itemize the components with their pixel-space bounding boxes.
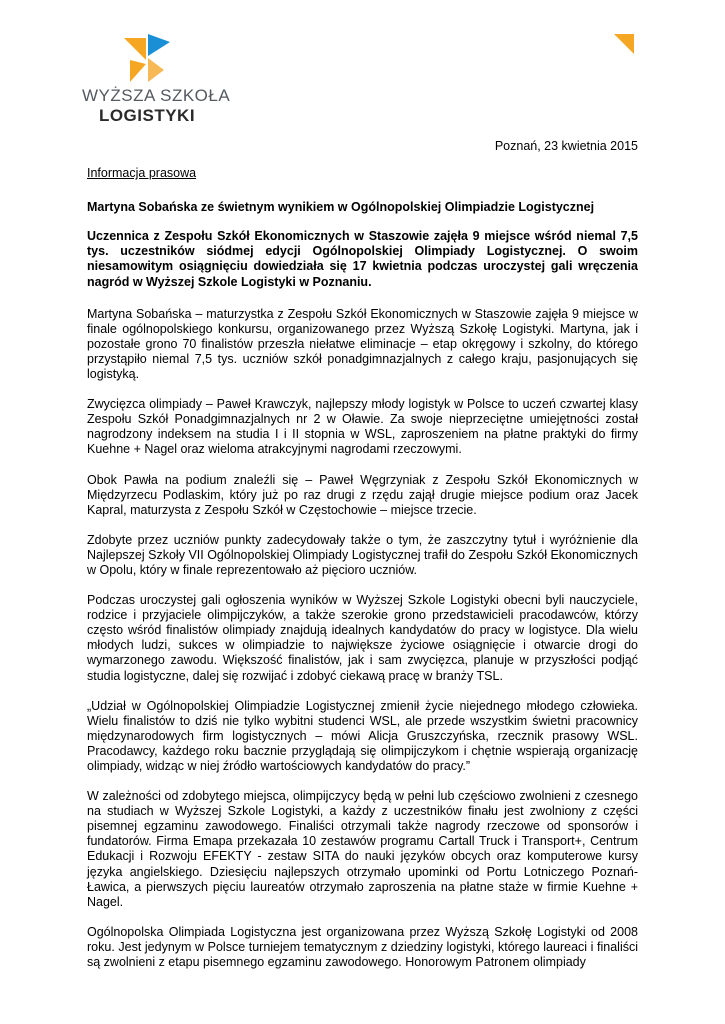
body-paragraph-8: Ogólnopolska Olimpiada Logistyczna jest organizowana przez Wyższą Szkołę Logistyki od 2008 roku. Jest jedynym w Polsce turniejem tematycznym z dziedziny logistyki, którego laureaci i finaliści są zwolnieni z etapu pisemnego egzaminu zawodowego. Honorowym Patronem olimpiady xyxy=(87,924,638,970)
logo-text-line2: LOGISTYKI xyxy=(98,106,196,125)
wsl-logo xyxy=(82,30,231,125)
release-date: Poznań, 23 kwietnia 2015 xyxy=(494,139,638,153)
press-release-body xyxy=(87,139,638,985)
logo-text-line1: WYŻSZA SZKOŁA xyxy=(82,86,231,105)
corner-triangle-icon xyxy=(614,34,634,54)
lead-paragraph: Uczennica z Zespołu Szkół Ekonomicznych w Staszowie zajęła 9 miejsce wśród niemal 7,5 tys. uczestników siódmej edycji Ogólnopolskiej Olimpiady Logistycznej. O swoim niesamowitym osiągnięciu dowiedziała się 17 kwietnia podczas uroczystej gali wręczenia nagród w Wyższej Szkole Logistyki w Poznaniu. xyxy=(87,229,638,289)
body-paragraph-6: „Udział w Ogólnopolskiej Olimpiadzie Logistycznej zmienił życie niejednego młodego człowieka. Wielu finalistów to dziś nie tylko wybitni studenci WSL, ale przede wszystkim świetni pracownicy międzynarodowych firm logistycznych – mówi Alicja Gruszczyńska, rzecznik prasowy WSL. Pracodawcy, każdego roku bacznie przyglądają się olimpijczykom i chętnie wspierają organizację olimpiady, widząc w niej źródło wartościowych kandydatów do pracy.” xyxy=(87,698,638,773)
body-paragraph-5: Podczas uroczystej gali ogłoszenia wyników w Wyższej Szkole Logistyki obecni byli nauczyciele, rodzice i przyjaciele olimpijczyków, a także szerokie grono przedstawicieli pracodawców, którzy często wśród finalistów olimpiady znajdują idealnych kandydatów do pracy w logistyce. Dla wielu młodych ludzi, sukces w olimpiadzie to największe życiowe osiągnięcie i otwarcie drogi do wymarzonego zawodu. Większość finalistów, jak i sam zwycięzca, planuje w przyszłości podjąć studia logistyczne, dalej się rozwijać i zdobyć ciekawą pracę w branży TSL. xyxy=(87,593,638,683)
info-label: Informacja prasowa xyxy=(87,166,197,181)
body-paragraph-7: W zależności od zdobytego miejsca, olimpijczycy będą w pełni lub częściowo zwolnieni z czesnego na studiach w Wyższej Szkole Logistyki, a każdy z uczestników finału jest zwolniony z części pisemnej egzaminu zawodowego. Finaliści otrzymali także nagrody rzeczowe od sponsorów i fundatorów. Firma Emapa przekazała 10 zestawów programu Cartall Truck i Transport+, Centrum Edukacji i Rozwoju EFEKTY - zestaw SITA do nauki języków obcych oraz komputerowe kursy języka angielskiego. Dziesięciu najlepszych otrzymało upominki od Portu Lotniczego Poznań-Ławica, a pierwszych pięciu laureatów otrzymało zaproszenia na płatne staże w firmie Kuehne + Nagel. xyxy=(87,789,638,909)
body-paragraph-4: Zdobyte przez uczniów punkty zadecydowały także o tym, że zaszczytny tytuł i wyróżnienie dla Najlepszej Szkoły VII Ogólnopolskiej Olimpiady Logistycznej trafił do Zespołu Szkół Ekonomicznych w Opolu, który w finale reprezentowało aż pięcioro uczniów. xyxy=(87,532,638,577)
logo-mark-icon xyxy=(124,30,170,84)
body-paragraph-3: Obok Pawła na podium znaleźli się – Paweł Węgrzyniak z Zespołu Szkół Ekonomicznych w Międzyrzecu Podlaskim, który już po raz drugi z rzędu zajął drugie miejsce podium oraz Jacek Kapral, maturzysta z Zespołu Szkół w Częstochowie – miejsce trzecie. xyxy=(87,472,638,517)
body-paragraph-1: Martyna Sobańska – maturzystka z Zespołu Szkół Ekonomicznych w Staszowie zajęła 9 miejsce w finale ogólnopolskiego konkursu, organizowanego przez Wyższą Szkołę Logistyki. Martyna, jak i pozostałe grono 70 finalistów przeszła niełatwe eliminacje – etap okręgowy i szkolny, do którego przystąpiło niemal 7,5 tys. uczniów szkół ponadgimnazjalnych z całego kraju, pasjonujących się logistyką. xyxy=(87,306,638,382)
release-title: Martyna Sobańska ze świetnym wynikiem w Ogólnopolskiej Olimpiadzie Logistycznej xyxy=(87,200,595,215)
body-paragraph-2: Zwycięzca olimpiady – Paweł Krawczyk, najlepszy młody logistyk w Polsce to uczeń czwartej klasy Zespołu Szkół Ponadgimnazjalnych nr 2 w Oławie. Za swoje nieprzeciętne umiejętności został nagrodzony indeksem na studia I i II stopnia w WSL, zaproszeniem na płatne praktyki do firmy Kuehne + Nagel oraz wieloma atrakcyjnymi nagrodami rzeczowymi. xyxy=(87,397,638,457)
